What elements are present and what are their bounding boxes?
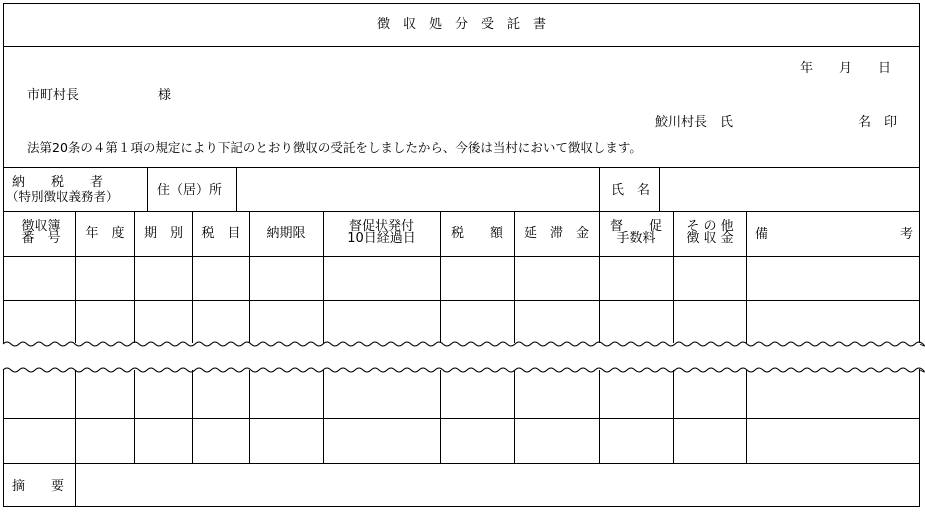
sender-seal-label: 名 印 bbox=[858, 115, 898, 130]
honorific-label: 様 bbox=[158, 88, 172, 103]
col-header-late-fee: 延 滞 金 bbox=[523, 226, 589, 241]
recipient-label: 市町村長 bbox=[27, 88, 80, 103]
column-divider-2-upper bbox=[134, 211, 135, 344]
column-divider-6-lower bbox=[440, 370, 441, 463]
sender-label: 鮫川村長 氏 bbox=[655, 115, 734, 130]
form-outline bbox=[3, 3, 920, 507]
break-gap bbox=[3, 343, 920, 369]
table-row-line-1 bbox=[3, 300, 920, 301]
column-divider-1-lower bbox=[75, 370, 76, 463]
col-header-demand-date: 督促状発付 10日経過日 bbox=[347, 219, 416, 246]
col-header-tax-item: 税 目 bbox=[201, 226, 241, 241]
address-label: 住（居）所 bbox=[157, 183, 223, 198]
summary-label: 摘 要 bbox=[12, 479, 65, 494]
summary-field[interactable] bbox=[76, 464, 919, 506]
column-divider-7-lower bbox=[514, 370, 515, 463]
date-line: 年 月 日 bbox=[800, 61, 892, 76]
form-title: 徴 収 処 分 受 託 書 bbox=[376, 17, 546, 32]
column-divider-4-lower bbox=[249, 370, 250, 463]
taxpayer-label: 納 税 者 bbox=[12, 175, 104, 190]
column-divider-1-upper bbox=[75, 211, 76, 344]
taxpayer-divider-2 bbox=[236, 167, 237, 211]
name-label: 氏 名 bbox=[611, 183, 651, 198]
taxpayer-divider-1 bbox=[147, 167, 148, 211]
col-header-due-date: 納期限 bbox=[266, 226, 306, 241]
statement-text: 法第20条の４第１項の規定により下記のとおり徴収の受託をしましたから、今後は当村において徴収します。 bbox=[27, 140, 642, 155]
column-divider-3-upper bbox=[192, 211, 193, 344]
col-header-remarks-right: 考 bbox=[900, 227, 914, 242]
column-divider-7-upper bbox=[514, 211, 515, 344]
break-lines bbox=[0, 330, 925, 380]
col-header-collection-no: 徴収簿 番 号 bbox=[21, 219, 61, 246]
col-header-other-collections: そ の 他 徴 収 金 bbox=[686, 219, 734, 246]
column-divider-8-upper bbox=[599, 211, 600, 344]
column-divider-5-lower bbox=[323, 370, 324, 463]
taxpayer-divider-4 bbox=[659, 167, 660, 211]
header-divider bbox=[3, 167, 920, 168]
taxpayer-divider-3 bbox=[599, 167, 600, 211]
column-divider-6-upper bbox=[440, 211, 441, 344]
taxpayer-row-bottom bbox=[3, 211, 920, 212]
column-divider-10-upper bbox=[746, 211, 747, 344]
title-divider bbox=[3, 46, 920, 47]
col-header-remarks-left: 備 bbox=[755, 227, 769, 242]
table-row-line-2 bbox=[3, 418, 920, 419]
col-header-demand-fee: 督 促 手数料 bbox=[609, 219, 662, 246]
column-divider-3-lower bbox=[192, 370, 193, 463]
column-divider-2-lower bbox=[134, 370, 135, 463]
col-header-period: 期 別 bbox=[143, 226, 183, 241]
column-divider-9-upper bbox=[673, 211, 674, 344]
column-divider-5-upper bbox=[323, 211, 324, 344]
taxpayer-sublabel: （特別徴収義務者） bbox=[6, 189, 119, 204]
col-header-tax-amount: 税 額 bbox=[450, 226, 503, 241]
table-header-bottom bbox=[3, 256, 920, 257]
column-divider-8-lower bbox=[599, 370, 600, 463]
col-header-fiscal-year: 年 度 bbox=[85, 226, 125, 241]
column-divider-4-upper bbox=[249, 211, 250, 344]
column-divider-9-lower bbox=[673, 370, 674, 463]
column-divider-10-lower bbox=[746, 370, 747, 463]
